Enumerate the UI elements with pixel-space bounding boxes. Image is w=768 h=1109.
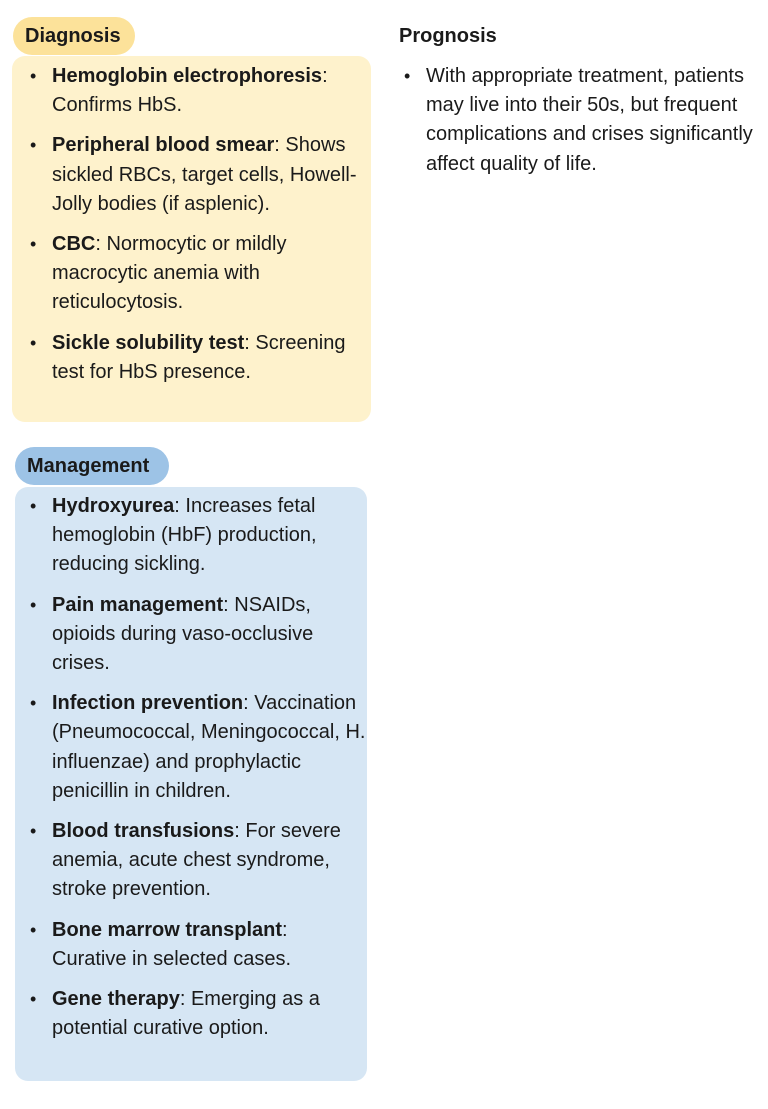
item-text: : For severe anemia, acute chest syndrome, stroke prevention.	[52, 820, 341, 901]
item-text: : Curative in selected cases.	[52, 918, 292, 970]
list-item	[15, 689, 367, 806]
bullet-icon: •	[30, 496, 37, 516]
list-item	[12, 230, 371, 318]
list-item	[15, 591, 367, 679]
diagnosis-panel	[12, 56, 371, 422]
item-text: : Normocytic or mildly macrocytic anemia with reticulocytosis.	[52, 233, 287, 314]
bullet-icon: •	[30, 135, 37, 156]
item-term: Gene therapy	[52, 988, 180, 1011]
bullet-icon: •	[30, 594, 37, 615]
diagnosis-list	[12, 62, 371, 387]
item-text: : Confirms HbS.	[52, 65, 328, 117]
management-list	[15, 492, 367, 1043]
item-text: : Screening test for HbS presence.	[52, 331, 346, 383]
list-item	[15, 817, 367, 905]
prognosis-list	[386, 62, 756, 179]
item-term: Hemoglobin electrophoresis	[52, 65, 323, 87]
item-text: : Vaccination (Pneumococcal, Meningococcal, H. influenzae) and prophylactic penicillin in children.	[52, 692, 366, 802]
item-text: With appropriate treatment, patients may live into their 50s, but frequent complications and crises significantly affect quality of life.	[426, 65, 753, 175]
item-text: : Shows sickled RBCs, target cells, Howell-Jolly bodies (if asplenic).	[52, 134, 357, 215]
bullet-icon: •	[30, 919, 37, 940]
item-term: Peripheral blood smear	[52, 134, 275, 157]
prognosis-panel	[386, 62, 756, 179]
bullet-icon: •	[30, 693, 37, 714]
item-term: Pain management	[52, 593, 224, 616]
list-item	[12, 62, 371, 120]
list-item	[15, 492, 367, 580]
bullet-icon: •	[30, 821, 37, 842]
list-item	[386, 62, 756, 179]
list-item	[15, 985, 367, 1043]
item-term: Sickle solubility test	[52, 331, 245, 354]
prognosis-heading: Prognosis	[399, 25, 497, 47]
bullet-icon: •	[30, 332, 37, 353]
list-item	[15, 916, 367, 974]
bullet-icon: •	[30, 989, 37, 1010]
item-text: : NSAIDs, opioids during vaso-occlusive crises.	[52, 593, 314, 675]
item-term: CBC	[52, 233, 96, 256]
diagnosis-heading: Diagnosis	[13, 17, 135, 55]
item-term: Infection prevention	[52, 692, 244, 715]
item-text: : Increases fetal hemoglobin (HbF) production, reducing sickling.	[52, 495, 317, 576]
bullet-icon: •	[30, 234, 37, 255]
management-panel	[15, 487, 367, 1081]
item-term: Bone marrow transplant	[52, 918, 283, 941]
bullet-icon: •	[404, 66, 411, 86]
item-term: Blood transfusions	[52, 820, 235, 843]
list-item	[12, 329, 371, 387]
bullet-icon: •	[30, 66, 37, 86]
list-item	[12, 131, 371, 219]
item-term: Hydroxyurea	[52, 495, 175, 517]
management-heading: Management	[15, 447, 169, 485]
item-text: : Emerging as a potential curative option.	[52, 988, 320, 1040]
